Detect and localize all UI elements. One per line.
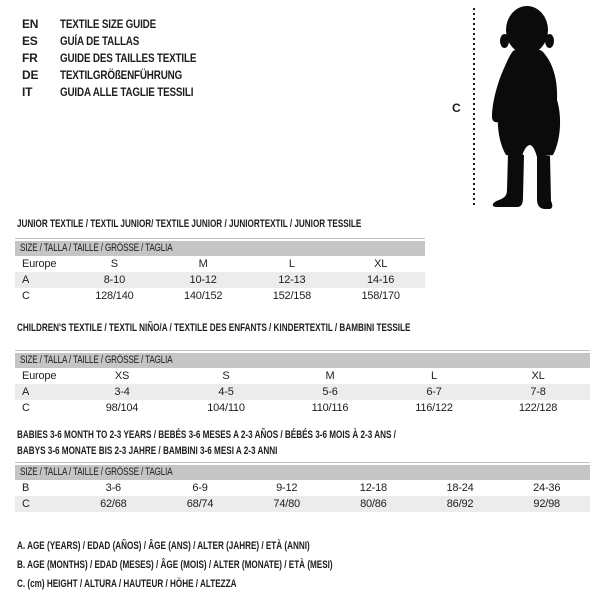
table-title-babies: [17, 427, 529, 459]
language-row: [22, 33, 226, 50]
language-title: TEXTILE SIZE GUIDE: [60, 17, 157, 31]
language-code: EN: [22, 17, 39, 31]
table-title-line: BABYS 3-6 MONATE BIS 2-3 JAHRE / BAMBINI 3-6 MESI A 2-3 ANNI: [17, 445, 278, 457]
row-label: Europe: [22, 258, 57, 270]
footnote-line-c: C. (cm) HEIGHT / ALTURA / HAUTEUR / HÖHE / ALTEZZA: [17, 578, 237, 590]
size-cell: 5-6: [322, 386, 338, 398]
size-header-label: SIZE / TALLA / TAILLE / GRÖSSE / TAGLIA: [20, 466, 173, 478]
table-row: [15, 400, 590, 416]
size-cell: 116/122: [415, 402, 453, 414]
table-title-junior: [17, 216, 482, 232]
size-cell: XL: [531, 370, 545, 382]
footnote-line-b: B. AGE (MONTHS) / EDAD (MESES) / ÂGE (MOIS) / ALTER (MONATE) / ETÀ (MESI): [17, 559, 333, 571]
size-cell: 12-13: [278, 274, 306, 286]
size-header-bar: [15, 241, 425, 256]
size-cell: 4-5: [218, 386, 234, 398]
baby-silhouette-icon: [486, 4, 588, 210]
size-header-label: SIZE / TALLA / TAILLE / GRÖSSE / TAGLIA: [20, 242, 173, 254]
height-dotted-line: [473, 8, 475, 206]
table-title-line: CHILDREN'S TEXTILE / TEXTIL NIÑO/A / TEXTILE DES ENFANTS / KINDERTEXTIL / BAMBINI TESSILE: [17, 322, 411, 334]
size-cell: L: [288, 258, 295, 270]
language-title: GUÍA DE TALLAS: [60, 34, 140, 48]
size-cell: 104/110: [207, 402, 245, 414]
footnote-line-a: A. AGE (YEARS) / EDAD (AÑOS) / ÂGE (ANS) / ALTER (JAHRE) / ETÀ (ANNI): [17, 540, 310, 552]
language-row: [22, 67, 226, 84]
size-cell: 7-8: [530, 386, 546, 398]
size-cell: 158/170: [361, 290, 400, 302]
table-top-border: [15, 238, 425, 239]
language-title: GUIDE DES TAILLES TEXTILE: [60, 51, 197, 65]
language-row: [22, 16, 226, 33]
table-row: [15, 480, 590, 496]
size-cell: 3-6: [105, 482, 121, 494]
size-header-label: SIZE / TALLA / TAILLE / GRÖSSE / TAGLIA: [20, 354, 173, 366]
language-title: TEXTILGRÖßENFÜHRUNG: [60, 68, 183, 82]
footnotes: [17, 537, 444, 594]
table-title-line: BABIES 3-6 MONTH TO 2-3 YEARS / BEBÉS 3-6 MESES A 2-3 AÑOS / BÉBÉS 3-6 MOIS À 2-3 ANS /: [17, 429, 396, 441]
size-cell: 68/74: [186, 498, 214, 510]
size-cell: 110/116: [311, 402, 349, 414]
size-cell: 122/128: [518, 402, 558, 414]
size-header-bar: [15, 465, 590, 480]
language-row: [22, 84, 226, 101]
size-cell: 98/104: [105, 402, 139, 414]
size-cell: M: [325, 370, 335, 382]
size-cell: 18-24: [446, 482, 474, 494]
table-title-children: [17, 320, 549, 336]
size-cell: 10-12: [189, 274, 217, 286]
language-code: IT: [22, 85, 33, 99]
size-cell: 8-10: [103, 274, 125, 286]
table-row: [15, 496, 590, 512]
size-cell: 6-7: [426, 386, 442, 398]
size-cell: 80/86: [360, 498, 387, 510]
row-label: C: [22, 290, 30, 302]
row-label: C: [22, 498, 30, 510]
size-cell: 128/140: [95, 290, 134, 302]
size-cell: 152/158: [272, 290, 312, 302]
row-label: C: [22, 402, 30, 414]
size-cell: 74/80: [273, 498, 300, 510]
size-cell: L: [431, 370, 437, 382]
row-label: Europe: [22, 370, 57, 382]
height-measure-label: C: [452, 101, 461, 115]
table-title-line: JUNIOR TEXTILE / TEXTIL JUNIOR/ TEXTILE JUNIOR / JUNIORTEXTIL / JUNIOR TESSILE: [17, 218, 362, 230]
children-size-table: [15, 350, 590, 416]
row-label: A: [22, 386, 30, 398]
size-cell: S: [110, 258, 118, 270]
size-cell: 140/152: [183, 290, 223, 302]
language-code: DE: [22, 68, 39, 82]
language-list: [22, 16, 226, 101]
size-header-bar: [15, 353, 590, 368]
size-cell: XL: [374, 258, 388, 270]
language-code: FR: [22, 51, 38, 65]
size-cell: S: [222, 370, 230, 382]
table-row: [15, 368, 590, 384]
size-cell: 3-4: [114, 386, 130, 398]
size-cell: 12-18: [359, 482, 387, 494]
row-label: A: [22, 274, 30, 286]
table-top-border: [15, 350, 590, 351]
babies-size-table: [15, 462, 590, 512]
language-code: ES: [22, 34, 38, 48]
row-label: B: [22, 482, 30, 494]
size-cell: 86/92: [446, 498, 474, 510]
table-row: [15, 288, 425, 304]
language-title: GUIDA ALLE TAGLIE TESSILI: [60, 85, 194, 99]
table-top-border: [15, 462, 590, 463]
size-cell: M: [198, 258, 208, 270]
size-cell: XS: [114, 370, 130, 382]
junior-size-table: [15, 238, 425, 304]
table-row: [15, 256, 425, 272]
size-cell: 14-16: [367, 274, 395, 286]
size-cell: 9-12: [276, 482, 298, 494]
size-cell: 6-9: [192, 482, 208, 494]
language-row: [22, 50, 226, 67]
size-cell: 24-36: [533, 482, 561, 494]
table-row: [15, 384, 590, 400]
size-cell: 62/68: [100, 498, 127, 510]
size-cell: 92/98: [533, 498, 560, 510]
table-row: [15, 272, 425, 288]
